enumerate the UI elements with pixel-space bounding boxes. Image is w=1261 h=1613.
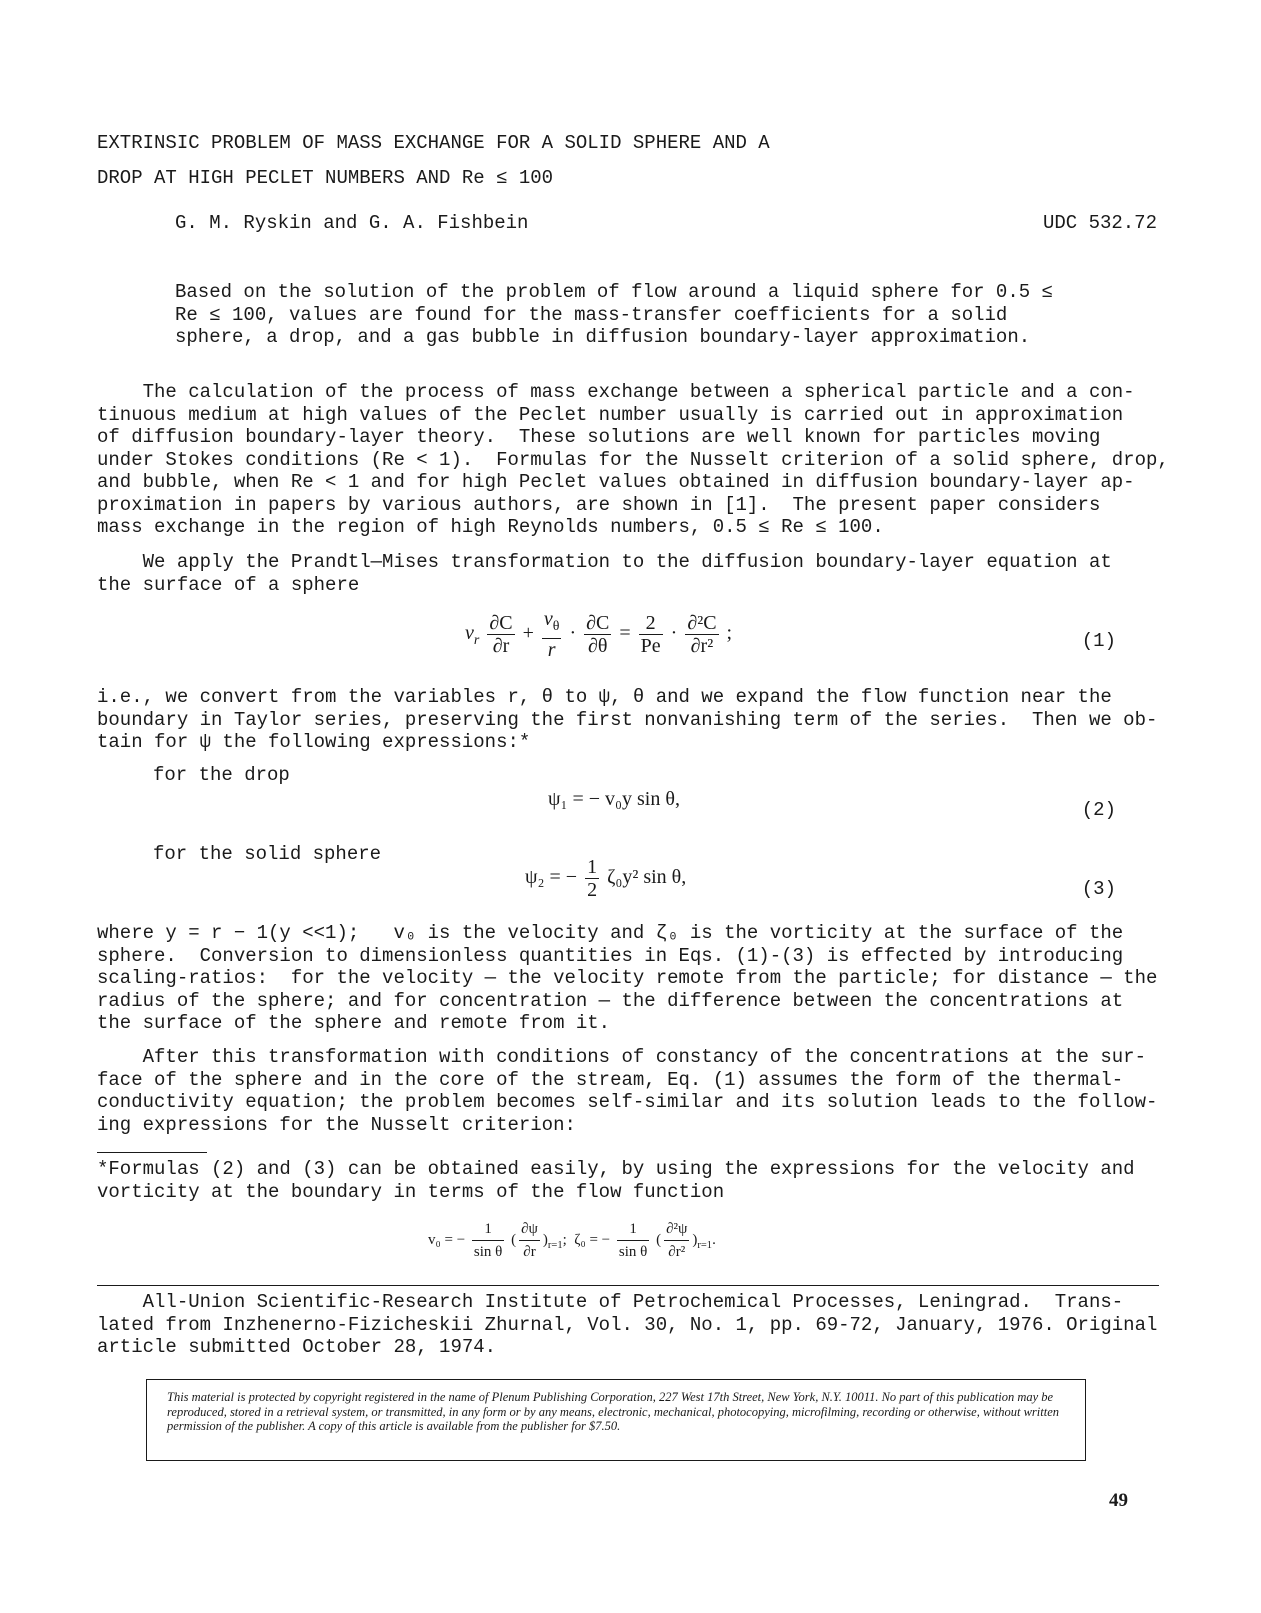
label-for-drop: for the drop bbox=[153, 764, 290, 786]
text-line: sphere. Conversion to dimensionless quantities in Eqs. (1)-(3) is effected by introducing bbox=[97, 944, 1124, 967]
affiliation-rule bbox=[97, 1285, 1159, 1286]
text-line: under Stokes conditions (Re < 1). Formulas for the Nusselt criterion of a solid sphere, drop, bbox=[97, 448, 1169, 471]
eq-operator: · bbox=[569, 622, 577, 645]
eq-operator: + bbox=[522, 622, 534, 645]
text-line: We apply the Prandtl—Mises transformation to the diffusion boundary-layer equation at bbox=[97, 551, 1112, 573]
text-line: The calculation of the process of mass exchange between a spherical particle and a con- bbox=[97, 381, 1135, 403]
equation-number-3: (3) bbox=[1081, 878, 1116, 900]
eq-numerator: ∂²C bbox=[687, 612, 717, 634]
text-line: boundary in Taylor series, preserving the first nonvanishing term of the series. Then we ob- bbox=[97, 708, 1158, 731]
text-line: tain for ψ the following expressions:* bbox=[97, 731, 531, 753]
paragraph-transformation bbox=[97, 551, 1159, 596]
affiliation bbox=[97, 1291, 1159, 1359]
fraction bbox=[685, 612, 718, 657]
fraction bbox=[585, 856, 599, 901]
eq-subscript: r=1 bbox=[697, 1239, 713, 1251]
text-line: radius of the sphere; and for concentration — the difference between the concentrations at bbox=[97, 989, 1124, 1012]
eq-denominator: ∂r² bbox=[668, 1244, 686, 1260]
eq-numerator: ∂ψ bbox=[519, 1218, 540, 1241]
equation-2: ψ₁ = − v₀y sin θ, bbox=[548, 788, 680, 810]
abstract-line: Re ≤ 100, values are found for the mass-transfer coefficients for a solid bbox=[175, 303, 1008, 326]
fraction bbox=[639, 612, 663, 657]
eq-denominator: sin θ bbox=[618, 1244, 648, 1260]
eq-separator: ; bbox=[562, 1231, 567, 1248]
fraction bbox=[664, 1218, 689, 1263]
text-line: tinuous medium at high values of the Peclet number usually is carried out in approximation bbox=[97, 403, 1124, 426]
eq-rhs: ζ₀y² sin θ, bbox=[607, 866, 687, 889]
eq-denominator: Pe bbox=[640, 635, 661, 657]
text-line: All-Union Scientific-Research Institute of Petrochemical Processes, Leningrad. Trans- bbox=[97, 1291, 1124, 1313]
paragraph-nusselt bbox=[97, 1046, 1159, 1136]
fraction bbox=[584, 612, 611, 657]
footnote-rule bbox=[97, 1152, 207, 1153]
eq-numerator: ∂²ψ bbox=[664, 1218, 689, 1241]
equation-3 bbox=[525, 856, 686, 901]
paragraph-variables bbox=[97, 686, 1159, 754]
eq-numerator: 1 bbox=[617, 1218, 649, 1241]
fraction bbox=[472, 1218, 504, 1263]
abstract-line: sphere, a drop, and a gas bubble in diffusion boundary-layer approximation. bbox=[175, 326, 1031, 348]
fraction bbox=[487, 612, 514, 657]
eq-numerator: ∂C bbox=[586, 612, 610, 634]
text-line: of diffusion boundary-layer theory. These solutions are well known for particles moving bbox=[97, 426, 1101, 448]
eq-numerator: 2 bbox=[639, 612, 663, 635]
eq-symbol: r bbox=[547, 639, 556, 661]
eq-denominator: ∂r bbox=[492, 635, 510, 657]
udc-code: UDC 532.72 bbox=[1042, 212, 1157, 234]
fraction bbox=[617, 1218, 649, 1263]
eq-lhs: ψ₂ = − bbox=[525, 866, 578, 889]
text-line: lated from Inzhenerno-Fizicheskii Zhurnal, Vol. 30, No. 1, pp. 69-72, January, 1976. Original bbox=[97, 1313, 1158, 1336]
text-line: *Formulas (2) and (3) can be obtained easily, by using the expressions for the velocity and bbox=[97, 1158, 1135, 1180]
text-line: face of the sphere and in the core of the stream, Eq. (1) assumes the form of the thermal- bbox=[97, 1068, 1124, 1091]
text-line: and bubble, when Re < 1 and for high Peclet values obtained in diffusion boundary-layer ap- bbox=[97, 471, 1135, 493]
text-line: conductivity equation; the problem becomes self-similar and its solution leads to the follow- bbox=[97, 1091, 1158, 1113]
text-line: scaling-ratios: for the velocity — the velocity remote from the particle; for distance — the bbox=[97, 967, 1158, 989]
text-line: proximation in papers by various authors, are shown in [1]. The present paper considers bbox=[97, 493, 1101, 516]
text-line: mass exchange in the region of high Reynolds numbers, 0.5 ≤ Re ≤ 100. bbox=[97, 516, 884, 538]
eq-lhs: v₀ = − bbox=[428, 1231, 466, 1248]
eq-numerator: ∂C bbox=[489, 612, 513, 634]
eq-symbol: θ bbox=[552, 619, 560, 634]
equation-1 bbox=[465, 608, 732, 661]
footnote-equation: v₀ = − $\frac{1}{\text{sin θ}}$ ( $\frac{\partial\psi}{\partial r}$ )$_{r=1}$; ζ₀ = − $\frac{1}{\text{sin θ}}$ ( $\frac{\text{∂²ψ}}{\text{∂r²}}$ )$_{r=1}$. bbox=[428, 1218, 716, 1263]
paper-title bbox=[97, 132, 997, 202]
text-line: the surface of the sphere and remote from it. bbox=[97, 1012, 611, 1034]
eq-numerator: 1 bbox=[587, 856, 598, 878]
eq-subscript: r=1 bbox=[547, 1239, 563, 1251]
text-line: article submitted October 28, 1974. bbox=[97, 1336, 497, 1358]
label-for-solid-sphere: for the solid sphere bbox=[153, 843, 382, 865]
abstract-line: Based on the solution of the problem of flow around a liquid sphere for 0.5 ≤ bbox=[175, 281, 1053, 303]
equation-number-2: (2) bbox=[1081, 799, 1116, 821]
text-line: where y = r − 1(y <<1); v₀ is the velocity and ζ₀ is the vorticity at the surface of the bbox=[97, 922, 1124, 944]
text-line: ing expressions for the Nusselt criterion: bbox=[97, 1113, 576, 1136]
eq-numerator: 1 bbox=[472, 1218, 504, 1241]
eq-denominator: ∂θ bbox=[588, 635, 608, 657]
eq-denominator: ∂r bbox=[523, 1244, 536, 1260]
eq-symbol: v bbox=[465, 622, 474, 645]
paragraph-intro bbox=[97, 381, 1169, 539]
eq-operator: = bbox=[619, 622, 631, 645]
text-line: vorticity at the boundary in terms of the flow function bbox=[97, 1180, 725, 1203]
fraction bbox=[542, 608, 562, 661]
page-number: 49 bbox=[1109, 1490, 1128, 1511]
copyright-notice: This material is protected by copyright registered in the name of Plenum Publishing Corporation, 227 West 17th Street, New York, N.Y. 10011. No part of this publication may be reproduced, stored in a retrieval system, or transmitted, in any form or by any means, electronic, mechanical, photocopying, microfilming, recording or otherwise, without written permission of the publisher. A copy of this article is available from the publisher for $7.50. bbox=[146, 1379, 1086, 1461]
eq-lhs: ζ₀ = − bbox=[574, 1231, 611, 1248]
title-line-1: EXTRINSIC PROBLEM OF MASS EXCHANGE FOR A SOLID SPHERE AND A bbox=[97, 132, 770, 154]
eq-operator: ; bbox=[726, 622, 733, 645]
eq-symbol: r bbox=[473, 633, 480, 649]
abstract bbox=[175, 281, 1075, 349]
authors: G. M. Ryskin and G. A. Fishbein bbox=[175, 212, 529, 234]
fraction bbox=[519, 1218, 540, 1263]
text-line: the surface of a sphere bbox=[97, 573, 360, 596]
eq-operator: · bbox=[670, 622, 678, 645]
equation-number-1: (1) bbox=[1081, 630, 1116, 652]
eq-denominator: sin θ bbox=[473, 1244, 503, 1260]
eq-symbol: v bbox=[543, 608, 553, 630]
title-line-2: DROP AT HIGH PECLET NUMBERS AND Re ≤ 100 bbox=[97, 167, 554, 189]
text-line: After this transformation with conditions of constancy of the concentrations at the sur- bbox=[97, 1046, 1146, 1068]
footnote bbox=[97, 1158, 1159, 1203]
eq-denominator: 2 bbox=[587, 879, 598, 901]
eq-denominator: ∂r² bbox=[690, 635, 714, 657]
eq-separator: . bbox=[712, 1231, 716, 1248]
paragraph-scaling bbox=[97, 922, 1159, 1035]
text-line: i.e., we convert from the variables r, θ to ψ, θ and we expand the flow function near the bbox=[97, 686, 1112, 708]
